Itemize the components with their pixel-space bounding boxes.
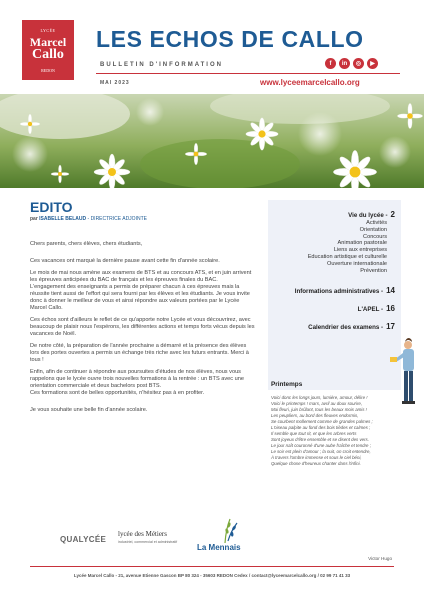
poem-line: L'oiseau palpite au fond des bois tièdes et calmes ; (271, 425, 371, 430)
edito-paragraph: Je vous souhaite une belle fin d'année scolaire. (30, 407, 148, 413)
edito-heading: EDITO (30, 199, 73, 215)
metiers-title: lycée des Métiers (118, 530, 167, 538)
logo-line-3: Callo (32, 47, 64, 62)
toc-title: Vie du lycée - (348, 212, 388, 219)
toc-page: 14 (386, 286, 395, 296)
toc-section[interactable] (270, 304, 395, 314)
footer-contact: Lycée Marcel Callo - 21, avenue Etienne Gascon BP 80 324 - 35603 REDON Cedex / contact@lyceemarcelcallo.org / 02 99 71 41 33 (73, 573, 351, 578)
poem-line: Quelque chose d'heureux chanter dans l'infini. (271, 461, 361, 466)
toc-title: L'APEL - (357, 306, 384, 314)
footer-divider (30, 566, 394, 567)
poem-line: Mai fleuri, juin brûlant, tous les beaux mois amis ! (271, 407, 367, 412)
poem-line: Voici le printemps ! mars, avril au doux sourire, (271, 401, 363, 406)
facebook-icon[interactable]: f (325, 58, 336, 69)
reading-person-illustration (388, 338, 418, 410)
toc-item[interactable]: Orientation (359, 226, 387, 233)
linkedin-icon[interactable]: in (339, 58, 350, 69)
toc-section[interactable] (270, 210, 395, 274)
poem-line: Se courbent mollement comme de grandes palmes ; (271, 419, 373, 424)
poem-line: Il semble que tout rit, et que les arbres verts (271, 431, 357, 436)
edito-paragraph: L'engagement des enseignants a permis de préparer chacun à ces épreuves mais la réussite tient aussi de l'effort qui sera fourni par les élèves et les étudiants. Je vous invite donc à donner le meilleur de vous et ainsi répondre aux valeurs portées par le Lycée Marcel Callo. (30, 284, 250, 311)
toc-page: 17 (386, 322, 395, 332)
toc-section[interactable] (270, 286, 395, 296)
edito-byline (30, 216, 147, 222)
website-link[interactable]: www.lyceemarcelcallo.org (260, 78, 360, 87)
poem-line: Voici donc les longs jours, lumière, amour, délire ! (271, 395, 368, 400)
toc-heading (270, 210, 395, 220)
edito-body (30, 241, 256, 419)
poem-text (271, 395, 391, 467)
toc-title: Calendrier des examens - (308, 324, 384, 332)
toc-heading (270, 286, 395, 296)
instagram-icon[interactable]: ◎ (353, 58, 364, 69)
logo-line-4: REDON (41, 68, 55, 73)
metiers-subtitle: industriel, commercial et administratif (118, 540, 178, 544)
poem-line: Sont joyeux d'être ensemble et se disent des vers. (271, 437, 369, 442)
toc-item[interactable]: Animation pastorale (337, 240, 387, 247)
edito-paragraph: Enfin, afin de continuer à répondre aux poursuites d'études de nos élèves, nous vous rappelons que le lycée ouvre trois nouvelles formations à la rentrée : un BTS avec une orientation commerciale et deux bachelors post BTS. (30, 369, 244, 389)
toc-page: 2 (390, 210, 395, 219)
edito-paragraph: Ces formations sont de belles opportunités, n'hésitez pas à en profiter. (30, 390, 205, 396)
newsletter-title: LES ECHOS DE CALLO (96, 26, 364, 52)
table-of-contents (270, 210, 395, 340)
la-mennais-logo (197, 517, 249, 557)
toc-title: Informations administratives - (294, 288, 384, 296)
toc-item[interactable]: Ouverture internationale (326, 260, 387, 267)
edito-paragraph: Ces vacances ont marqué la dernière pause avant cette fin d'année scolaire. (30, 258, 220, 264)
header-divider (96, 73, 400, 74)
toc-heading (270, 304, 395, 314)
youtube-icon[interactable]: ▶ (367, 58, 378, 69)
byline-author: ISABELLE BELAUD (39, 216, 87, 222)
byline-prefix: par (30, 216, 38, 222)
poem-title: Printemps (271, 381, 303, 388)
issue-date: MAI 2023 (100, 80, 130, 86)
poem-line: Le soir est plein d'amour ; la nuit, on croit entendre, (271, 449, 371, 454)
edito-paragraph: Chers parents, chers élèves, chers étudiants, (30, 241, 143, 247)
toc-item[interactable]: Concours (363, 233, 387, 240)
lycee-des-metiers-logo (118, 530, 182, 550)
school-logo[interactable] (22, 20, 74, 80)
byline-role: - DIRECTRICE ADJOINTE (87, 216, 147, 222)
newsletter-subtitle: BULLETIN D'INFORMATION (100, 62, 223, 68)
toc-page: 16 (386, 304, 395, 314)
toc-item[interactable]: Education artistique et culturelle (307, 253, 387, 260)
poem-line: Le jour naît couronné d'une aube fraîche et tendre ; (271, 443, 371, 448)
logo-line-1: LYCÉE (40, 28, 56, 33)
edito-paragraph: Le mois de mai nous amène aux examens de BTS et au concours ATS, et en juin arrivent les épreuves anticipées du BAC de français et les épreuves finales du BAC. (30, 270, 252, 283)
poem-line: À travers l'ombre immense et sous le ciel béni, (271, 455, 362, 460)
edito-paragraph: Ces échos sont d'ailleurs le reflet de ce qu'apporte notre Lycée et vous découvrirez, avec beaucoup de plaisir nous l'espérons, les différentes actions et temps forts vécus depuis les vacances de Noël. (30, 317, 255, 337)
toc-item[interactable]: Activités (366, 220, 387, 226)
toc-section[interactable] (270, 322, 395, 332)
logo-line-2: Marcel (29, 35, 67, 49)
la-mennais-name: La Mennais (197, 543, 241, 552)
poem-author: Victor Hugo (368, 556, 392, 561)
poem-line: Les peupliers, au bord des fleuves endormis, (271, 413, 359, 418)
toc-heading (270, 322, 395, 332)
toc-item[interactable]: Prévention (360, 267, 387, 274)
social-links (325, 58, 378, 69)
edito-paragraph: De notre côté, la préparation de l'année prochaine a démarré et la présence des élèves lors des portes ouvertes a permis un échange très riche avec les futurs entrants. Merci à tous ! (30, 343, 249, 363)
daisy-field-photo (0, 94, 424, 188)
wheat-icon (197, 517, 249, 543)
toc-item[interactable]: Liens aux entreprises (333, 247, 387, 254)
qualycee-logo: QUALYCÉE (60, 535, 107, 544)
